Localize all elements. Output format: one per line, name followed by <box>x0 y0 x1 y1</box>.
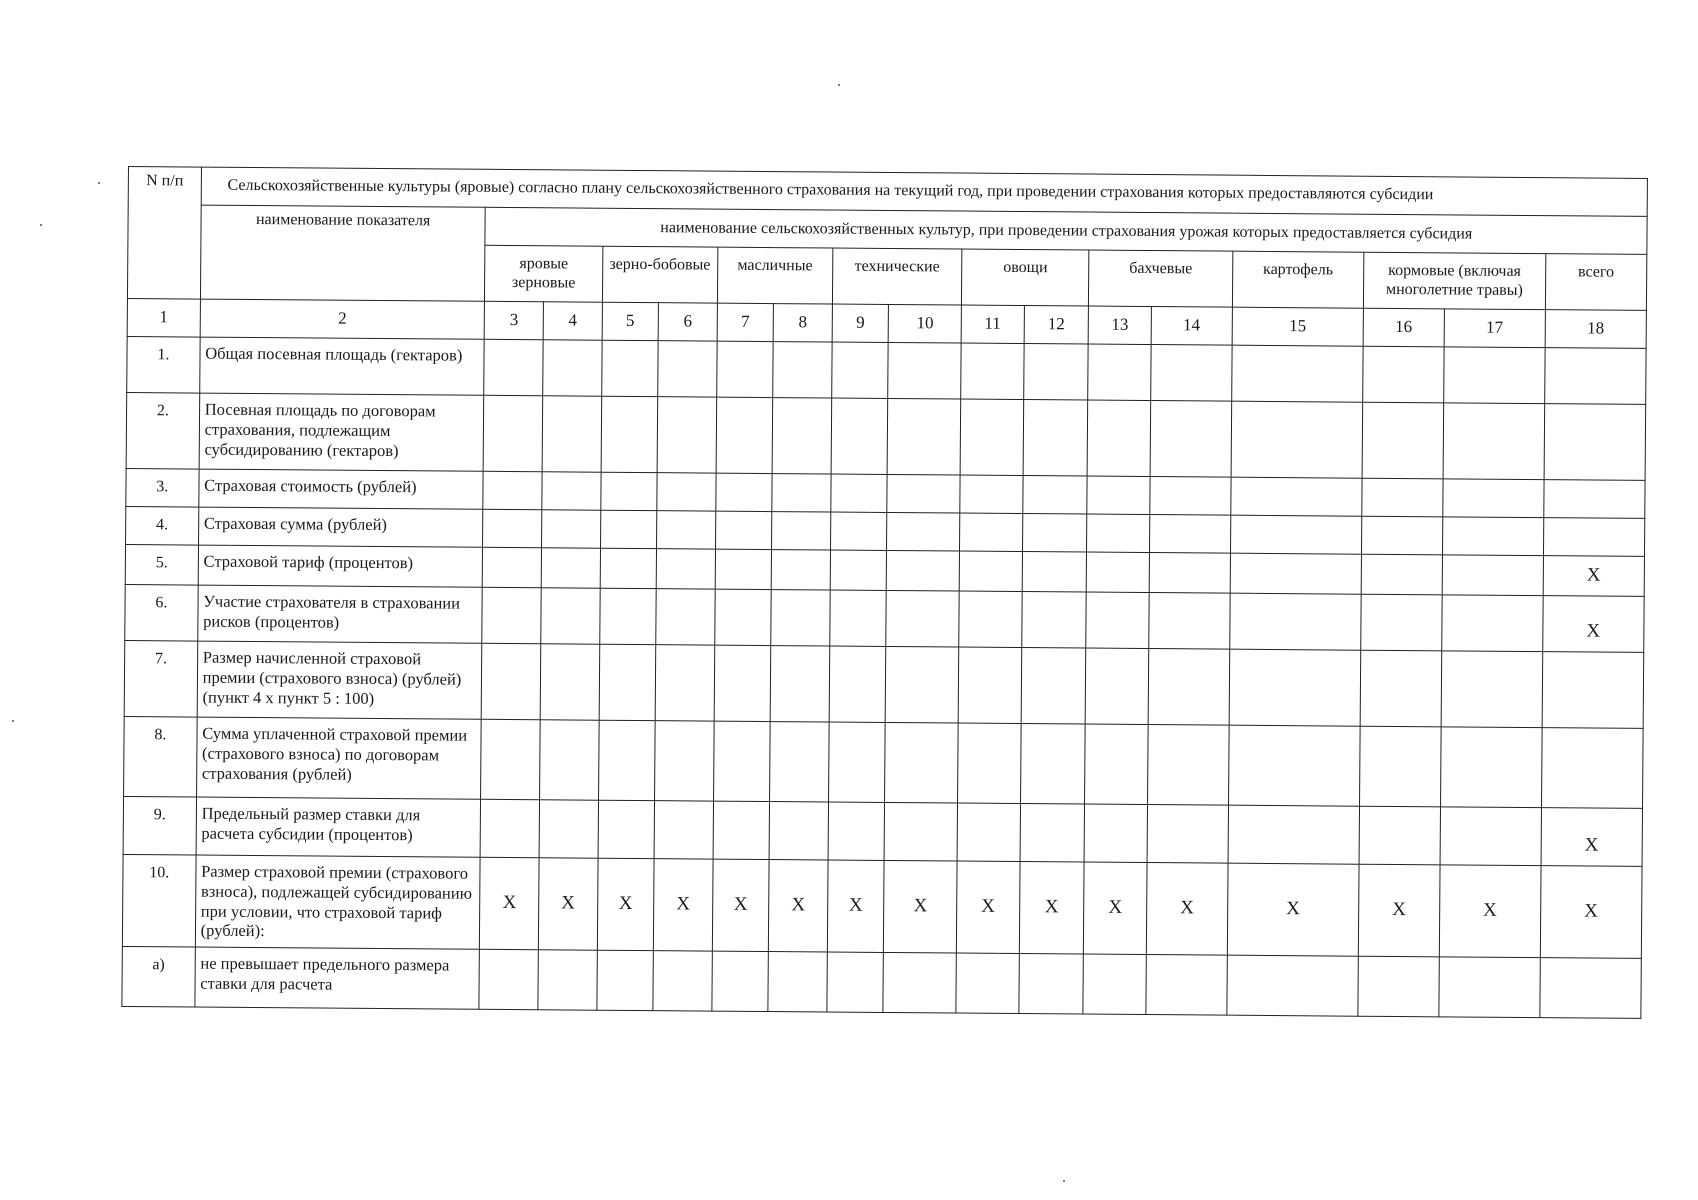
data-cell[interactable]: X <box>1543 556 1645 597</box>
data-cell[interactable] <box>960 513 1023 551</box>
column-number: 3 <box>485 301 544 339</box>
header-crop-total: всего <box>1545 254 1647 311</box>
header-crop-technical: технические <box>832 248 962 305</box>
scan-speck <box>12 720 14 722</box>
data-cell[interactable] <box>1541 728 1643 809</box>
column-number: 10 <box>889 304 962 343</box>
header-crop-oilseeds: масличные <box>717 247 833 304</box>
column-number: 18 <box>1545 310 1647 349</box>
scan-speck <box>1063 1180 1065 1182</box>
data-cell[interactable] <box>1228 725 1360 806</box>
data-cell[interactable] <box>1442 517 1543 556</box>
table-body <box>122 336 1646 1018</box>
data-cell[interactable] <box>1020 804 1085 863</box>
column-number: 16 <box>1363 308 1444 347</box>
data-cell[interactable] <box>1441 651 1543 728</box>
data-cell[interactable] <box>601 396 658 472</box>
data-cell[interactable] <box>960 475 1023 513</box>
row-label: Страховая стоимость (рублей) <box>199 469 484 509</box>
row-label: Посевная площадь по договорам страхования, подлежащим субсидированию (гектаров) <box>199 393 484 471</box>
data-cell[interactable] <box>773 342 832 398</box>
data-cell[interactable] <box>772 512 831 550</box>
data-cell[interactable] <box>1084 804 1147 862</box>
data-cell[interactable] <box>1540 958 1642 1019</box>
data-cell[interactable] <box>484 395 543 471</box>
column-number: 5 <box>602 302 659 340</box>
data-cell[interactable] <box>1231 345 1363 402</box>
data-cell[interactable] <box>1363 346 1444 403</box>
column-number: 13 <box>1088 306 1151 344</box>
data-cell[interactable] <box>713 721 770 801</box>
data-cell[interactable] <box>540 720 599 800</box>
column-number: 15 <box>1232 307 1364 346</box>
data-cell[interactable] <box>887 512 960 551</box>
data-cell[interactable]: X <box>1358 864 1440 957</box>
data-cell[interactable] <box>830 590 887 646</box>
data-cell[interactable] <box>655 721 714 801</box>
data-cell[interactable]: X <box>538 858 597 951</box>
data-cell[interactable] <box>657 511 716 549</box>
data-cell[interactable] <box>1544 404 1646 481</box>
data-cell[interactable] <box>831 474 888 512</box>
data-cell[interactable] <box>599 644 656 720</box>
data-cell[interactable] <box>956 953 1019 1013</box>
data-cell[interactable] <box>1086 552 1149 592</box>
row-number: 6. <box>125 584 198 641</box>
table-row <box>124 716 1644 808</box>
data-cell[interactable] <box>482 587 541 643</box>
data-cell[interactable] <box>543 340 602 396</box>
data-cell[interactable] <box>600 548 657 588</box>
data-cell[interactable]: X <box>597 858 654 951</box>
data-cell[interactable] <box>596 950 653 1010</box>
data-cell[interactable] <box>658 341 717 397</box>
data-cell[interactable] <box>716 397 773 473</box>
row-number: 10. <box>122 854 195 947</box>
row-number: 4. <box>126 506 199 545</box>
data-cell[interactable] <box>1361 594 1442 651</box>
row-label: Размер начисленной страховой премии (страхового взноса) (рублей) (пункт 4 х пункт 5 : 100) <box>197 641 482 719</box>
document-page <box>121 166 1648 1019</box>
data-cell[interactable] <box>832 342 889 398</box>
data-cell[interactable] <box>1362 402 1443 479</box>
data-cell[interactable]: X <box>654 859 713 952</box>
data-cell[interactable] <box>1019 954 1084 1015</box>
data-cell[interactable] <box>1359 806 1440 865</box>
data-cell[interactable] <box>1022 514 1087 553</box>
data-cell[interactable] <box>1542 652 1644 729</box>
column-number: 17 <box>1444 309 1545 348</box>
data-cell[interactable] <box>714 645 771 721</box>
data-cell[interactable]: X <box>1540 866 1642 959</box>
column-number: 4 <box>543 302 602 340</box>
column-number: 2 <box>200 299 485 339</box>
data-cell[interactable] <box>1358 956 1439 1017</box>
data-cell[interactable] <box>830 512 887 550</box>
data-cell[interactable] <box>1087 476 1150 514</box>
data-cell[interactable] <box>1230 477 1362 516</box>
data-cell[interactable] <box>1440 727 1542 808</box>
data-cell[interactable] <box>1087 514 1150 552</box>
data-cell[interactable]: X <box>1542 596 1644 653</box>
data-cell[interactable] <box>1442 555 1543 596</box>
data-cell[interactable] <box>1227 955 1359 1016</box>
data-cell[interactable] <box>601 340 658 396</box>
row-label: Страховая сумма (рублей) <box>198 507 483 547</box>
data-cell[interactable] <box>481 719 540 799</box>
data-cell[interactable] <box>1228 805 1360 864</box>
data-cell[interactable] <box>1022 476 1087 515</box>
header-crops-group: наименование сельскохозяйственных культур, при проведении страхования урожая которых предоставляется субсидия <box>485 207 1647 254</box>
data-cell[interactable]: X <box>1084 862 1147 955</box>
data-cell[interactable]: X <box>1541 808 1643 867</box>
row-label: Участие страхователя в страховании рисков (процентов) <box>197 585 482 643</box>
data-cell[interactable] <box>539 800 598 858</box>
column-number: 7 <box>717 303 774 341</box>
data-cell[interactable] <box>769 802 828 860</box>
data-cell[interactable] <box>1022 552 1087 593</box>
data-cell[interactable] <box>716 473 773 511</box>
data-cell[interactable] <box>887 550 960 591</box>
data-cell[interactable] <box>1147 725 1228 806</box>
column-number: 11 <box>961 305 1024 343</box>
data-cell[interactable] <box>829 646 886 722</box>
row-label: Размер страховой премии (страхового взноса), подлежащей субсидированию при условии, что страховой тариф (рублей): <box>195 855 480 949</box>
data-cell[interactable] <box>600 472 657 510</box>
column-number: 1 <box>127 298 200 337</box>
data-cell[interactable] <box>1149 553 1230 594</box>
data-cell[interactable] <box>888 342 961 399</box>
table-row <box>122 854 1642 958</box>
data-cell[interactable]: X <box>1439 865 1541 958</box>
data-cell[interactable] <box>828 802 885 860</box>
table-title: Сельскохозяйственные культуры (яровые) согласно плану сельскохозяйственного страхования на текущий год, при проведении страхования которых предоставляются субсидии <box>201 167 1648 216</box>
data-cell[interactable] <box>655 645 714 721</box>
data-cell[interactable] <box>1150 401 1231 478</box>
data-cell[interactable] <box>1149 515 1230 554</box>
data-cell[interactable] <box>483 471 542 509</box>
data-cell[interactable] <box>541 548 600 588</box>
data-cell[interactable] <box>715 549 772 589</box>
data-cell[interactable] <box>768 952 827 1012</box>
data-cell[interactable] <box>770 646 829 722</box>
data-cell[interactable] <box>1441 595 1542 652</box>
data-cell[interactable] <box>771 590 830 646</box>
data-cell[interactable]: X <box>712 859 769 952</box>
data-cell[interactable] <box>654 801 713 859</box>
data-cell[interactable] <box>958 647 1021 723</box>
data-cell[interactable] <box>770 722 829 802</box>
scan-speck <box>838 84 840 86</box>
data-cell[interactable] <box>1440 807 1541 866</box>
table-row <box>124 640 1644 728</box>
column-number: 8 <box>773 304 832 342</box>
data-cell[interactable] <box>542 396 601 472</box>
data-cell[interactable] <box>886 590 959 647</box>
data-cell[interactable] <box>479 949 538 1009</box>
data-cell[interactable]: X <box>884 860 957 953</box>
row-number: а) <box>122 947 195 1008</box>
data-cell[interactable] <box>1083 954 1146 1014</box>
row-number: 3. <box>126 468 199 507</box>
data-cell[interactable] <box>831 398 888 474</box>
data-cell[interactable] <box>541 588 600 644</box>
data-cell[interactable] <box>883 953 956 1014</box>
data-cell[interactable] <box>1088 344 1151 400</box>
data-cell[interactable] <box>482 643 541 719</box>
data-cell[interactable] <box>656 549 715 589</box>
data-cell[interactable] <box>483 547 542 587</box>
scan-speck <box>40 224 42 226</box>
data-cell[interactable] <box>1230 553 1362 594</box>
data-cell[interactable]: X <box>827 860 884 953</box>
data-cell[interactable] <box>1543 518 1645 557</box>
data-cell[interactable]: X <box>956 861 1019 954</box>
data-cell[interactable] <box>714 589 771 645</box>
row-label: Общая посевная площадь (гектаров) <box>199 337 484 395</box>
data-cell[interactable] <box>599 588 656 644</box>
row-number: 7. <box>124 640 197 717</box>
data-cell[interactable] <box>828 722 885 802</box>
header-np: N п/п <box>127 167 201 300</box>
data-cell[interactable] <box>716 341 773 397</box>
data-cell[interactable] <box>1231 401 1363 478</box>
data-cell[interactable] <box>1544 348 1646 405</box>
data-cell[interactable] <box>540 644 599 720</box>
data-cell[interactable] <box>1361 516 1442 555</box>
data-cell[interactable] <box>538 950 597 1010</box>
data-cell[interactable] <box>958 723 1021 803</box>
row-number: 9. <box>123 796 196 855</box>
data-cell[interactable] <box>1230 515 1362 554</box>
data-cell[interactable] <box>483 509 542 547</box>
data-cell[interactable] <box>1361 554 1442 595</box>
data-cell[interactable] <box>484 339 543 395</box>
data-cell[interactable] <box>481 799 540 857</box>
data-cell[interactable]: X <box>1019 862 1084 955</box>
data-cell[interactable]: X <box>1227 863 1359 956</box>
row-label: Сумма уплаченной страховой премии (страхового взноса) по договорам страхования (рублей) <box>196 717 481 799</box>
data-cell[interactable] <box>830 550 887 590</box>
data-cell[interactable] <box>1023 344 1088 401</box>
row-label: Страховой тариф (процентов) <box>198 545 483 587</box>
row-number: 2. <box>126 392 199 469</box>
data-cell[interactable] <box>1148 649 1229 726</box>
data-cell[interactable] <box>1443 347 1544 404</box>
data-cell[interactable] <box>600 510 657 548</box>
data-cell[interactable] <box>1023 400 1088 477</box>
data-cell[interactable] <box>598 800 655 858</box>
row-number: 5. <box>125 544 198 585</box>
data-cell[interactable] <box>657 397 716 473</box>
data-cell[interactable] <box>1229 649 1361 726</box>
data-cell[interactable] <box>1443 403 1545 480</box>
header-indicator-name: наименование показателя <box>200 205 486 301</box>
row-number: 1. <box>127 336 200 393</box>
header-crop-fodder: кормовые (включая многолетние травы) <box>1363 252 1545 309</box>
data-cell[interactable] <box>542 472 601 510</box>
header-crop-vegetables: овощи <box>962 249 1090 306</box>
data-cell[interactable] <box>772 398 831 474</box>
data-cell[interactable] <box>1151 345 1232 402</box>
data-cell[interactable] <box>884 802 957 861</box>
data-cell[interactable] <box>1021 592 1086 649</box>
data-cell[interactable] <box>1362 478 1443 517</box>
data-cell[interactable] <box>887 474 960 513</box>
row-label: Предельный размер ставки для расчета субсидии (процентов) <box>196 797 481 857</box>
data-cell[interactable] <box>1147 805 1228 864</box>
row-number: 8. <box>124 716 197 797</box>
table-row <box>126 392 1646 480</box>
data-cell[interactable] <box>542 510 601 548</box>
data-cell[interactable] <box>885 722 958 803</box>
data-cell[interactable] <box>713 801 770 859</box>
data-cell[interactable] <box>1085 724 1148 804</box>
data-cell[interactable] <box>1021 648 1086 725</box>
column-number: 6 <box>658 303 717 341</box>
data-cell[interactable] <box>887 398 960 475</box>
data-cell[interactable] <box>1359 726 1440 807</box>
data-cell[interactable] <box>961 343 1024 399</box>
table-row <box>122 947 1641 1019</box>
data-cell[interactable] <box>598 720 655 800</box>
data-cell[interactable] <box>1085 648 1148 724</box>
scan-speck <box>98 182 100 184</box>
data-cell[interactable] <box>1146 955 1227 1016</box>
data-cell[interactable] <box>959 591 1022 647</box>
data-cell[interactable] <box>772 474 831 512</box>
data-cell[interactable] <box>1229 593 1361 650</box>
data-cell[interactable] <box>712 951 769 1011</box>
data-cell[interactable]: X <box>1146 863 1228 956</box>
column-number: 12 <box>1024 306 1089 345</box>
header-crop-spring-grain: яровые зерновые <box>485 245 603 302</box>
data-cell[interactable]: X <box>480 857 539 950</box>
data-cell[interactable]: X <box>769 860 828 953</box>
data-cell[interactable] <box>1544 480 1646 519</box>
data-cell[interactable] <box>886 646 959 723</box>
data-cell[interactable] <box>1360 650 1441 727</box>
subsidy-insurance-table <box>121 166 1648 1019</box>
header-crop-legumes: зерно-бобовые <box>602 246 718 303</box>
data-cell[interactable] <box>653 951 712 1011</box>
data-cell[interactable] <box>771 550 830 590</box>
header-crop-potato: картофель <box>1232 251 1364 308</box>
data-cell[interactable] <box>957 803 1020 861</box>
column-number: 9 <box>832 304 889 342</box>
header-crop-melons: бахчевые <box>1089 250 1233 307</box>
data-cell[interactable] <box>715 511 772 549</box>
data-cell[interactable] <box>1086 592 1149 648</box>
data-cell[interactable] <box>1439 957 1540 1018</box>
data-cell[interactable] <box>959 551 1022 591</box>
data-cell[interactable] <box>960 399 1023 475</box>
data-cell[interactable] <box>1150 477 1231 516</box>
column-number: 14 <box>1151 307 1232 346</box>
data-cell[interactable] <box>1087 400 1150 476</box>
data-cell[interactable] <box>656 589 715 645</box>
data-cell[interactable] <box>657 473 716 511</box>
data-cell[interactable] <box>1020 724 1085 805</box>
data-cell[interactable] <box>827 952 884 1012</box>
row-label: не превышает предельного размера ставки для расчета <box>195 947 480 1009</box>
data-cell[interactable] <box>1149 593 1230 650</box>
data-cell[interactable] <box>1443 479 1544 518</box>
